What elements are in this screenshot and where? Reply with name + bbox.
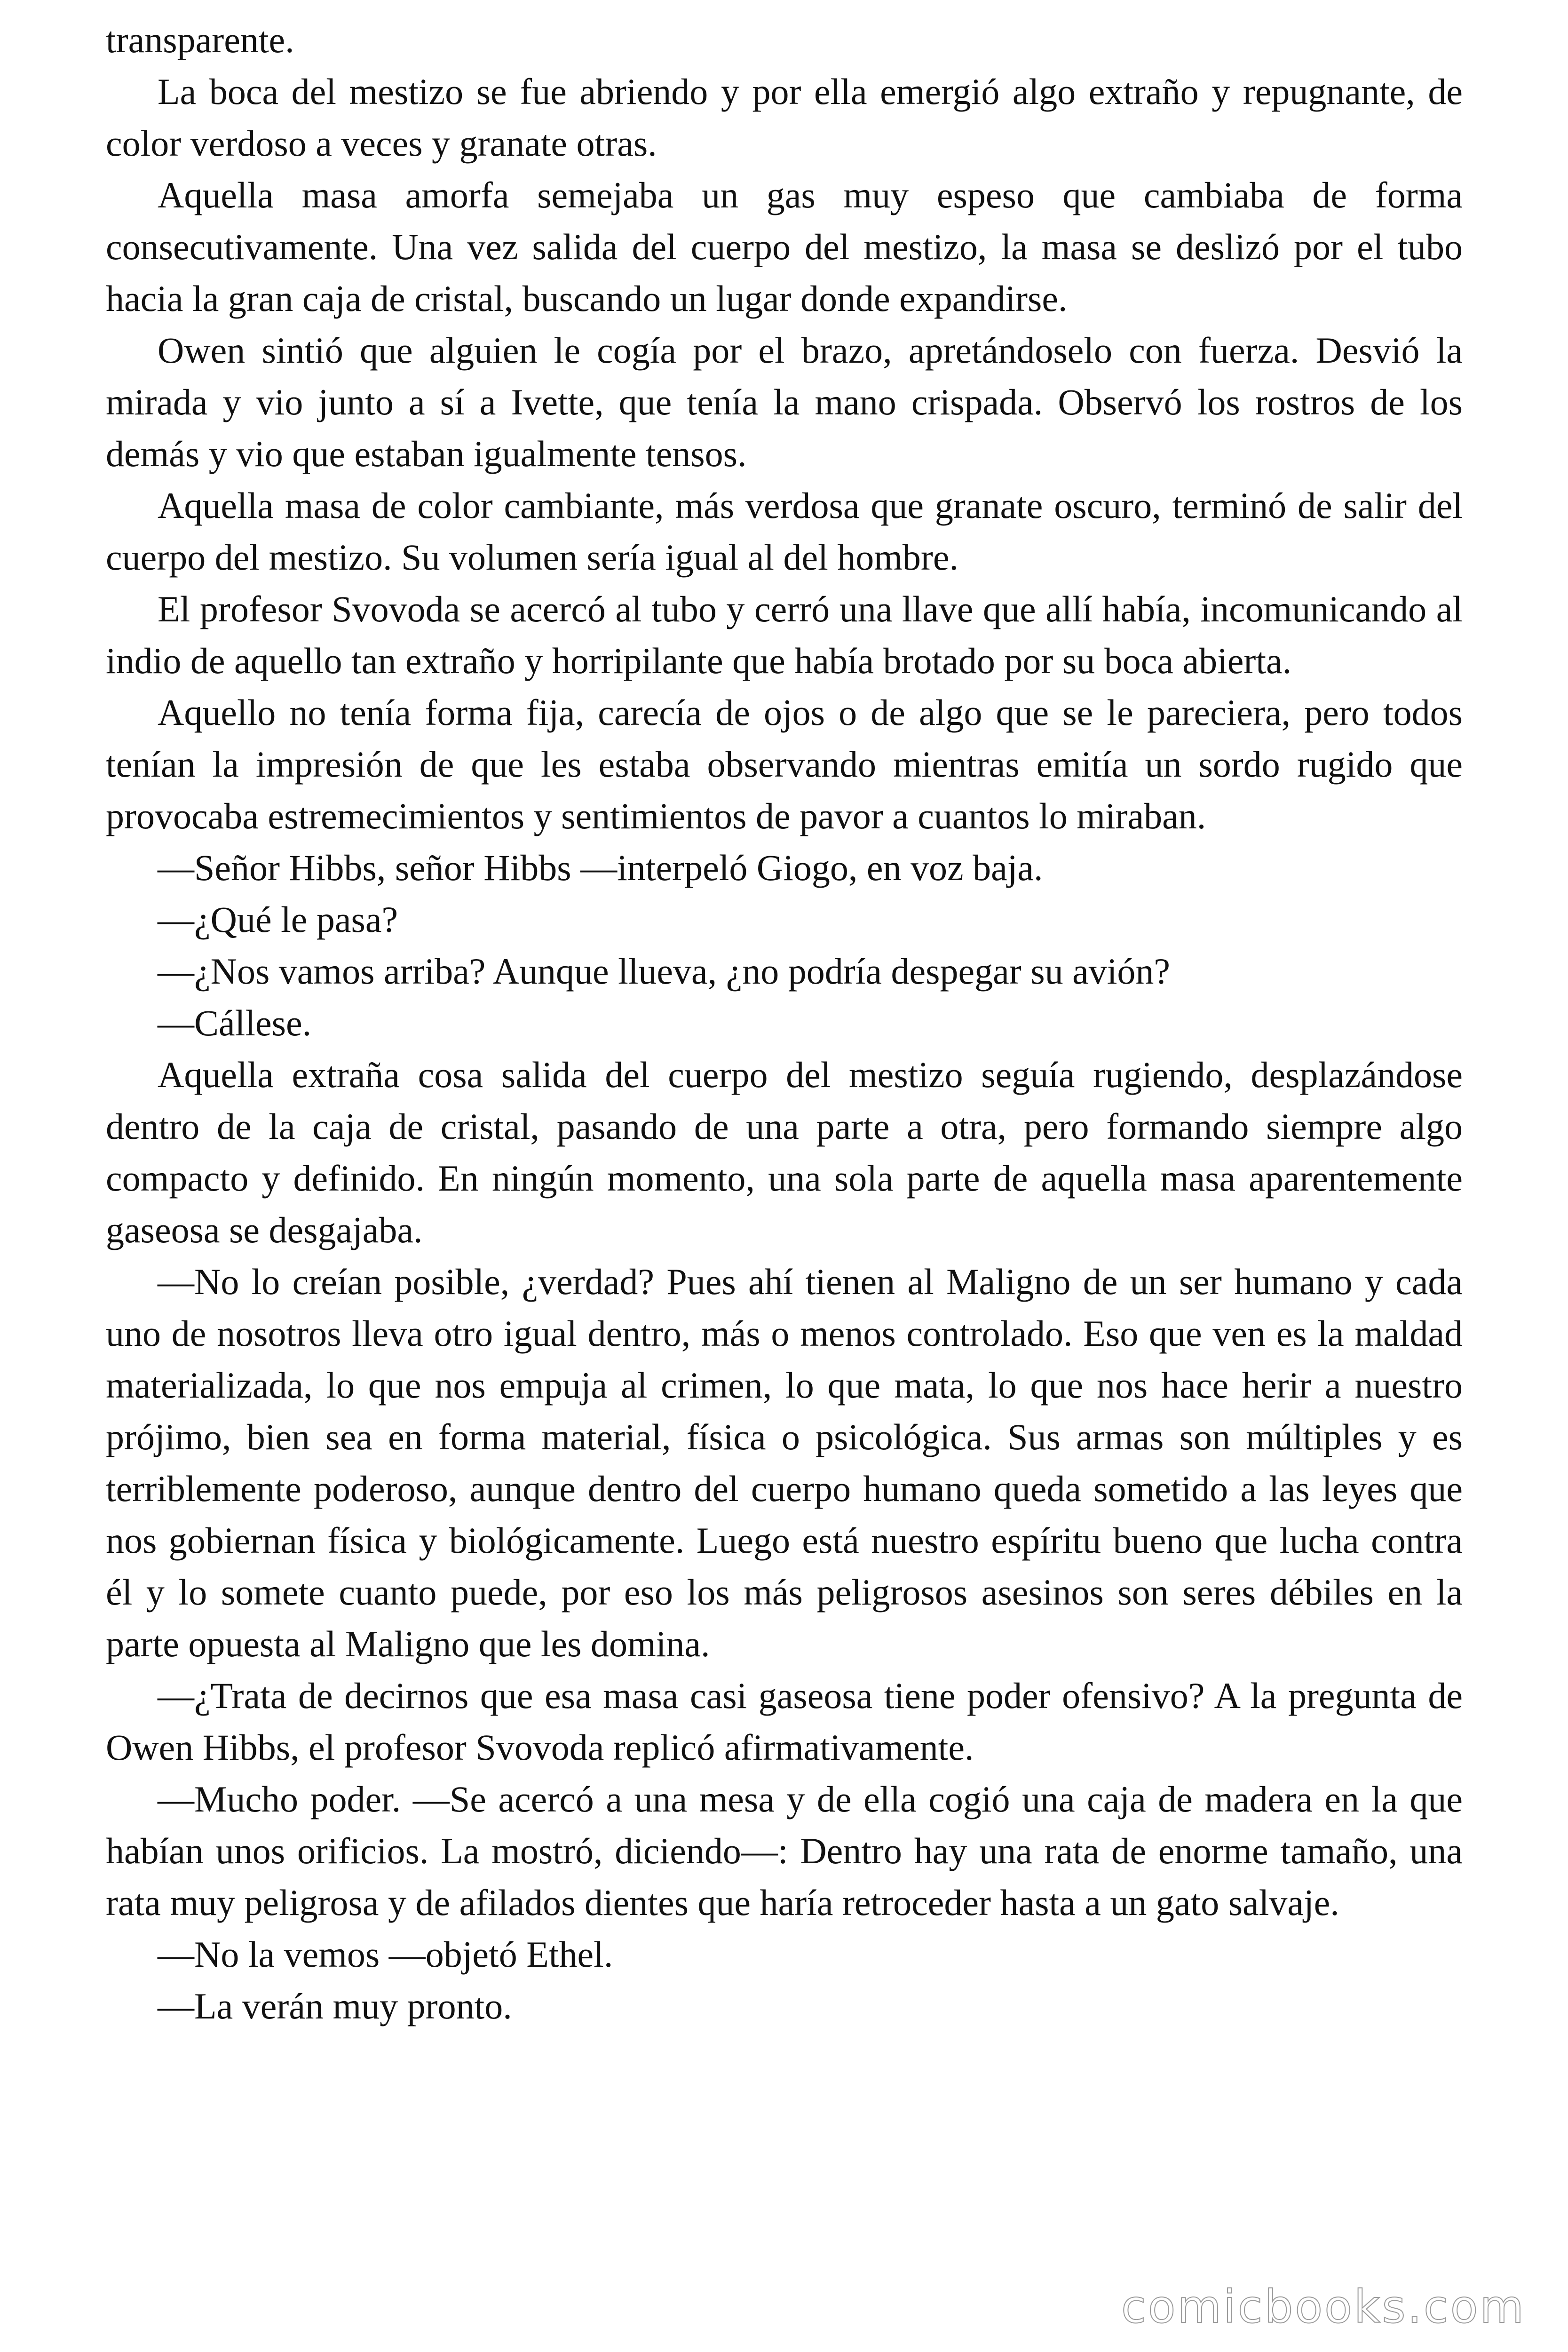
text-column <box>106 14 1463 2032</box>
paragraph: Aquella masa amorfa semejaba un gas muy espeso que cambiaba de forma consecutivamente. Una vez salida del cuerpo del mestizo, la masa se deslizó por el tubo hacia la gran caja de cristal, buscando un lugar donde expandirse. <box>106 175 1463 319</box>
dialogue-line: —No lo creían posible, ¿verdad? Pues ahí tienen al Maligno de un ser humano y cada uno de nosotros lleva otro igual dentro, más o menos controlado. Eso que ven es la maldad materializada, lo que nos empuja al crimen, lo que mata, lo que nos hace herir a nuestro prójimo, bien sea en forma material, física o psicológica. Sus armas son múltiples y es terriblemente poderoso, aunque dentro del cuerpo humano queda sometido a las leyes que nos gobiernan física y biológicamente. Luego está nuestro espíritu bueno que lucha contra él y lo somete cuanto puede, por eso los más peligrosos asesinos son seres débiles en la parte opuesta al Maligno que les domina. <box>106 1261 1463 1664</box>
paragraph: Aquella extraña cosa salida del cuerpo del mestizo seguía rugiendo, desplazándose dentro de la caja de cristal, pasando de una parte a otra, pero formando siempre algo compacto y definido. En ningún momento, una sola parte de aquella masa aparentemente gaseosa se desgajaba. <box>106 1054 1463 1250</box>
dialogue-line: —Señor Hibbs, señor Hibbs —interpeló Giogo, en voz baja. <box>158 847 1043 888</box>
paragraph: Owen sintió que alguien le cogía por el brazo, apretándoselo con fuerza. Desvió la mirada y vio junto a sí a Ivette, que tenía la mano crispada. Observó los rostros de los demás y vio que estaban igualmente tensos. <box>106 330 1463 474</box>
dialogue-line: —Mucho poder. —Se acercó a una mesa y de ella cogió una caja de madera en la que habían unos orificios. La mostró, diciendo—: Dentro hay una rata de enorme tamaño, una rata muy peligrosa y de afilados dientes que haría retroceder hasta a un gato salvaje. <box>106 1779 1463 1923</box>
paragraph: La boca del mestizo se fue abriendo y por ella emergió algo extraño y repugnante, de color verdoso a veces y granate otras. <box>106 71 1463 164</box>
paragraph: transparente. <box>106 19 294 60</box>
paragraph: Aquella masa de color cambiante, más verdosa que granate oscuro, terminó de salir del cuerpo del mestizo. Su volumen sería igual al del hombre. <box>106 485 1463 578</box>
watermark: comicbooks.com <box>1121 2280 1526 2333</box>
dialogue-line: —¿Nos vamos arriba? Aunque llueva, ¿no podría despegar su avión? <box>158 951 1170 992</box>
dialogue-line: —¿Trata de decirnos que esa masa casi gaseosa tiene poder ofensivo? A la pregunta de Owen Hibbs, el profesor Svovoda replicó afirmativamente. <box>106 1675 1463 1768</box>
dialogue-line: —La verán muy pronto. <box>158 1986 512 2026</box>
paragraph: Aquello no tenía forma fija, carecía de ojos o de algo que se le pareciera, pero todos tenían la impresión de que les estaba observando mientras emitía un sordo rugido que provocaba estremecimientos y sentimientos de pavor a cuantos lo miraban. <box>106 692 1463 836</box>
paragraph: El profesor Svovoda se acercó al tubo y cerró una llave que allí había, incomunicando al indio de aquello tan extraño y horripilante que había brotado por su boca abierta. <box>106 588 1463 681</box>
dialogue-line: —Cállese. <box>158 1002 312 1043</box>
dialogue-line: —No la vemos —objetó Ethel. <box>158 1934 613 1975</box>
dialogue-line: —¿Qué le pasa? <box>158 899 398 940</box>
